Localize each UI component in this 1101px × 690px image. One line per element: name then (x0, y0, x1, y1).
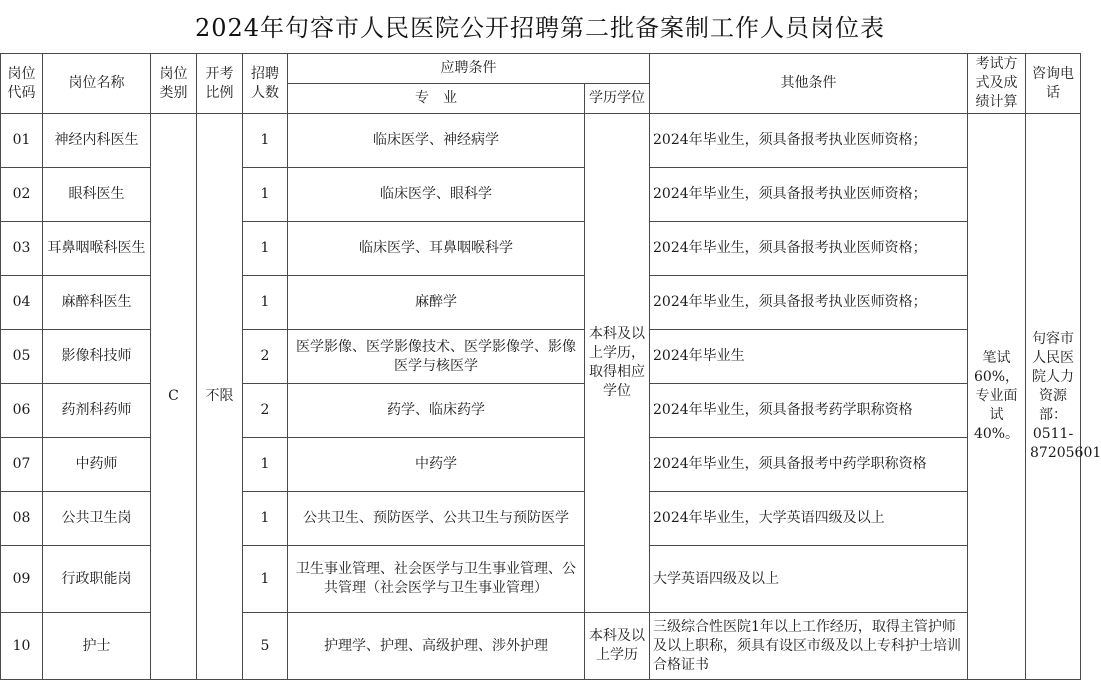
cell-major: 临床医学、耳鼻咽喉科学 (288, 222, 585, 276)
cell-code: 04 (1, 276, 43, 330)
cell-other: 2024年毕业生，须具备报考执业医师资格； (650, 168, 968, 222)
cell-name: 耳鼻咽喉科医生 (43, 222, 151, 276)
header-major: 专 业 (288, 84, 585, 114)
cell-code: 03 (1, 222, 43, 276)
cell-count: 1 (243, 438, 288, 492)
cell-other: 三级综合性医院1年以上工作经历，取得主管护师及以上职称，须具有设区市级及以上专科护士培训合格证书 (650, 613, 968, 680)
header-degree: 学历学位 (585, 84, 650, 114)
cell-code: 02 (1, 168, 43, 222)
cell-other: 2024年毕业生，须具备报考药学职称资格 (650, 384, 968, 438)
cell-major: 临床医学、神经病学 (288, 114, 585, 168)
cell-count: 1 (243, 168, 288, 222)
cell-degree-nurse: 本科及以上学历 (585, 613, 650, 680)
cell-contact: 句容市人民医院人力资源部：0511-87205601 (1026, 114, 1081, 680)
header-code: 岗位代码 (1, 54, 43, 114)
cell-code: 05 (1, 330, 43, 384)
cell-major: 临床医学、眼科学 (288, 168, 585, 222)
cell-other: 2024年毕业生，须具备报考执业医师资格； (650, 276, 968, 330)
header-exam: 考试方式及成绩计算 (968, 54, 1026, 114)
header-conditions: 应聘条件 (288, 54, 650, 84)
header-other: 其他条件 (650, 54, 968, 114)
header-contact: 咨询电话 (1026, 54, 1081, 114)
cell-other: 2024年毕业生 (650, 330, 968, 384)
header-category: 岗位类别 (151, 54, 197, 114)
cell-major: 中药学 (288, 438, 585, 492)
job-table (0, 53, 1101, 680)
cell-exam: 笔试60%，专业面试40%。 (968, 114, 1026, 680)
cell-major: 公共卫生、预防医学、公共卫生与预防医学 (288, 492, 585, 546)
cell-other: 2024年毕业生，须具备报考中药学职称资格 (650, 438, 968, 492)
cell-major: 药学、临床药学 (288, 384, 585, 438)
cell-name: 护士 (43, 613, 151, 680)
cell-name: 神经内科医生 (43, 114, 151, 168)
cell-code: 10 (1, 613, 43, 680)
header-count: 招聘人数 (243, 54, 288, 114)
cell-count: 1 (243, 114, 288, 168)
cell-count: 1 (243, 222, 288, 276)
cell-major: 医学影像、医学影像技术、医学影像学、影像医学与核医学 (288, 330, 585, 384)
cell-name: 药剂科药师 (43, 384, 151, 438)
cell-other: 大学英语四级及以上 (650, 546, 968, 613)
table-title: 2024年句容市人民医院公开招聘第二批备案制工作人员岗位表 (194, 14, 886, 42)
cell-code: 07 (1, 438, 43, 492)
cell-other: 2024年毕业生，须具备报考执业医师资格； (650, 114, 968, 168)
cell-other: 2024年毕业生，须具备报考执业医师资格； (650, 222, 968, 276)
cell-major: 卫生事业管理、社会医学与卫生事业管理、公共管理（社会医学与卫生事业管理） (288, 546, 585, 613)
cell-category: C (151, 114, 197, 680)
cell-name: 公共卫生岗 (43, 492, 151, 546)
cell-name: 中药师 (43, 438, 151, 492)
header-name: 岗位名称 (43, 54, 151, 114)
table-row (1, 114, 1081, 168)
cell-name: 麻醉科医生 (43, 276, 151, 330)
cell-count: 1 (243, 492, 288, 546)
cell-major: 麻醉学 (288, 276, 585, 330)
cell-other: 2024年毕业生，大学英语四级及以上 (650, 492, 968, 546)
cell-degree: 本科及以上学历，取得相应学位 (585, 114, 650, 613)
cell-name: 眼科医生 (43, 168, 151, 222)
cell-count: 5 (243, 613, 288, 680)
cell-count: 2 (243, 330, 288, 384)
cell-ratio: 不限 (197, 114, 243, 680)
header-row-1 (1, 54, 1081, 84)
cell-count: 2 (243, 384, 288, 438)
cell-code: 09 (1, 546, 43, 613)
cell-code: 08 (1, 492, 43, 546)
cell-name: 影像科技师 (43, 330, 151, 384)
cell-count: 1 (243, 276, 288, 330)
cell-name: 行政职能岗 (43, 546, 151, 613)
cell-code: 01 (1, 114, 43, 168)
header-ratio: 开考比例 (197, 54, 243, 114)
cell-code: 06 (1, 384, 43, 438)
cell-major: 护理学、护理、高级护理、涉外护理 (288, 613, 585, 680)
cell-count: 1 (243, 546, 288, 613)
